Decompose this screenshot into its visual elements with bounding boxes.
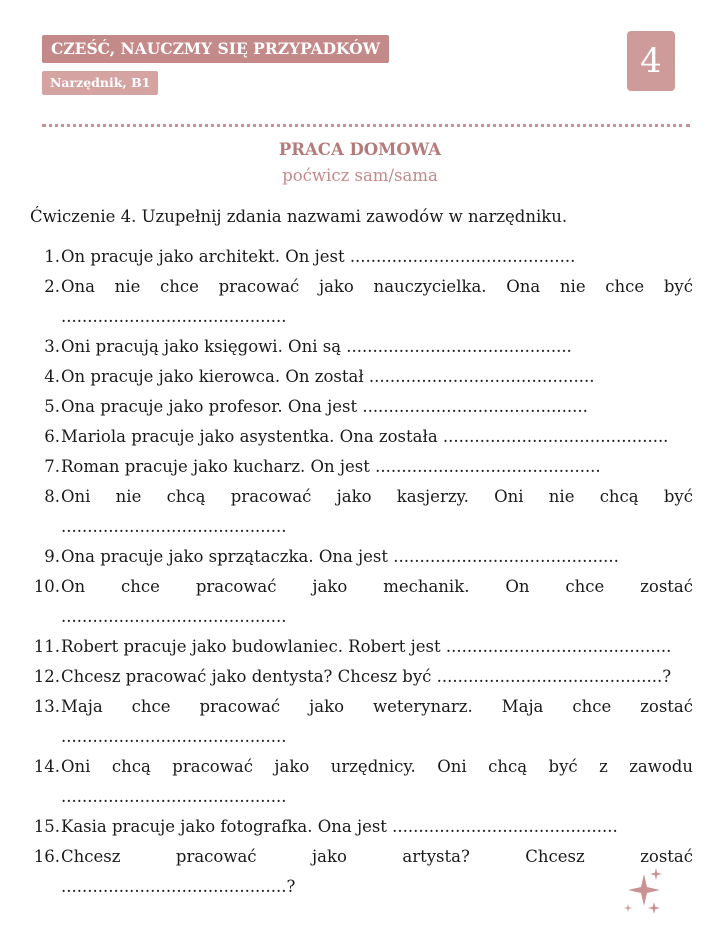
exercise-item-number: 7.	[44, 457, 60, 476]
exercise-item	[30, 272, 693, 332]
exercise-item	[30, 542, 693, 572]
exercise-item-number: 2.	[44, 277, 60, 296]
exercise-item-line	[30, 332, 693, 362]
worksheet-title: CZEŚĆ, NAUCZMY SIĘ PRZYPADKÓW	[42, 35, 389, 63]
exercise-item-line	[30, 662, 693, 692]
exercise-item-line	[30, 362, 693, 392]
exercise-item-sentence: Oni nie chcą pracować jako kasjerzy. Oni nie chcą być	[61, 487, 693, 506]
exercise-item-sentence: Chcesz pracować jako dentysta? Chcesz być ...........................................?	[61, 667, 672, 686]
exercise-item-line	[30, 542, 693, 572]
exercise-item-line	[30, 422, 693, 452]
exercise-item	[30, 482, 693, 542]
exercise-item-sentence: Oni pracują jako księgowi. Oni są ...........................................	[61, 337, 572, 356]
sparkle-icon	[622, 866, 666, 916]
exercise-answer-blank: ...........................................	[61, 517, 287, 536]
section-title: PRACA DOMOWA	[278, 140, 442, 159]
dotted-divider	[42, 124, 690, 127]
exercise-item-sentence: Robert pracuje jako budowlaniec. Robert jest ...........................................	[61, 637, 672, 656]
exercise-item	[30, 752, 693, 812]
exercise-item-sentence: On chce pracować jako mechanik. On chce zostać	[61, 577, 693, 596]
exercise-item-number: 3.	[44, 337, 60, 356]
worksheet-subtitle: Narzędnik, B1	[42, 71, 158, 95]
exercise-item-number: 9.	[44, 547, 60, 566]
exercise-item-number: 5.	[44, 397, 60, 416]
exercise-item-sentence: Maja chce pracować jako weterynarz. Maja chce zostać	[61, 697, 693, 716]
exercise-item-number: 1.	[44, 247, 60, 266]
exercise-item-line	[30, 632, 693, 662]
exercise-item-sentence: On pracuje jako kierowca. On został ...........................................	[61, 367, 595, 386]
exercise-item-line	[30, 392, 693, 422]
exercise-item-line	[30, 812, 693, 842]
unit-number-badge: 4	[627, 31, 675, 91]
exercise-item-line	[30, 752, 693, 782]
exercise-item-line	[30, 692, 693, 722]
exercise-answer-blank: ...........................................	[61, 307, 287, 326]
exercise-item-number: 16.	[33, 847, 60, 866]
exercise-answer-blank: ...........................................?	[61, 877, 296, 896]
exercise-item-sentence: Roman pracuje jako kucharz. On jest ...........................................	[61, 457, 601, 476]
exercise-answer-blank: ...........................................	[61, 727, 287, 746]
exercise-list	[30, 242, 693, 902]
exercise-item	[30, 812, 693, 842]
exercise-item	[30, 842, 693, 902]
exercise-item-number: 6.	[44, 427, 60, 446]
section-subtitle: poćwicz sam/sama	[282, 166, 438, 185]
exercise-item	[30, 692, 693, 752]
exercise-item-sentence: Kasia pracuje jako fotografka. Ona jest ...........................................	[61, 817, 618, 836]
exercise-item-sentence: Chcesz pracować jako artysta? Chcesz zostać	[61, 847, 693, 866]
exercise-item-line	[30, 842, 693, 872]
exercise-item	[30, 332, 693, 362]
exercise-item-number: 11.	[33, 637, 60, 656]
exercise-item	[30, 452, 693, 482]
exercise-item-sentence: Mariola pracuje jako asystentka. Ona została ...........................................	[61, 427, 669, 446]
exercise-item	[30, 632, 693, 662]
exercise-item-sentence: Oni chcą pracować jako urzędnicy. Oni chcą być z zawodu	[61, 757, 693, 776]
exercise-item-line	[30, 242, 693, 272]
exercise-item-sentence: Ona pracuje jako profesor. Ona jest ...........................................	[61, 397, 588, 416]
exercise-item	[30, 662, 693, 692]
exercise-item-number: 13.	[33, 697, 60, 716]
exercise-item-line	[30, 452, 693, 482]
exercise-item-sentence: Ona nie chce pracować jako nauczycielka. Ona nie chce być	[61, 277, 693, 296]
exercise-item-line	[30, 482, 693, 512]
exercise-item	[30, 572, 693, 632]
exercise-item-line	[30, 572, 693, 602]
exercise-item-number: 4.	[44, 367, 60, 386]
exercise-item-sentence: On pracuje jako architekt. On jest ...........................................	[61, 247, 576, 266]
exercise-item	[30, 362, 693, 392]
exercise-item-sentence: Ona pracuje jako sprzątaczka. Ona jest ...........................................	[61, 547, 619, 566]
exercise-item	[30, 422, 693, 452]
exercise-item-line	[30, 272, 693, 302]
exercise-item-number: 15.	[33, 817, 60, 836]
exercise-item-number: 14.	[33, 757, 60, 776]
exercise-answer-blank: ...........................................	[61, 787, 287, 806]
exercise-item	[30, 242, 693, 272]
exercise-item-number: 12.	[33, 667, 60, 686]
exercise-item	[30, 392, 693, 422]
exercise-item-number: 8.	[44, 487, 60, 506]
exercise-answer-blank: ...........................................	[61, 607, 287, 626]
exercise-item-number: 10.	[33, 577, 60, 596]
exercise-instruction: Ćwiczenie 4. Uzupełnij zdania nazwami zawodów w narzędniku.	[30, 207, 568, 226]
